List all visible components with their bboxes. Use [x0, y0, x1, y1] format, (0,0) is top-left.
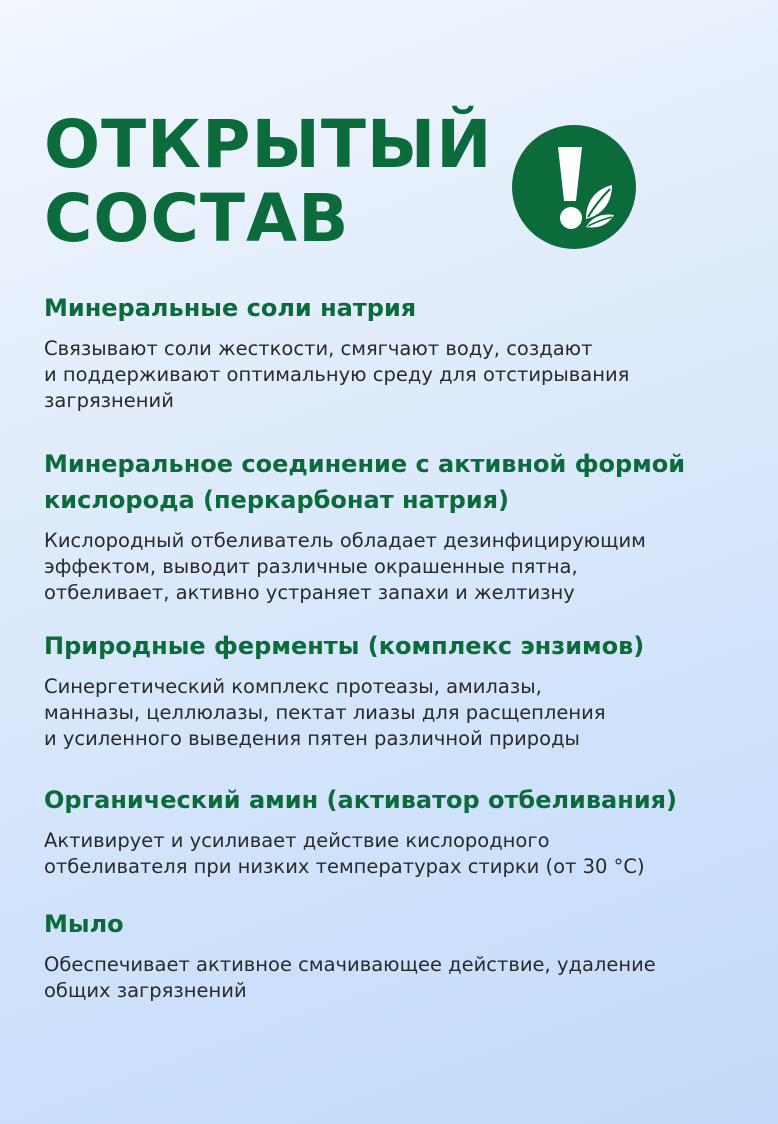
ingredient-section — [44, 906, 656, 1004]
ingredient-description: Обеспечивает активное смачивающее действие, удаление общих загрязнений — [44, 953, 656, 1002]
ingredient-heading: Органический амин (активатор отбеливания) — [44, 786, 678, 814]
ingredient-section — [44, 782, 677, 880]
ingredient-description: Кислородный отбеливатель обладает дезинфицирующим эффектом, выводит различные окрашенные пятна, отбеливает, активно устраняет запахи и желтизну — [44, 529, 646, 604]
ingredient-heading: Минеральное соединение с активной формой кислорода (перкарбонат натрия) — [44, 450, 686, 514]
title-line-2: СОСТАВ — [44, 180, 350, 257]
ingredient-heading: Природные ферменты (комплекс энзимов) — [44, 632, 645, 660]
ingredient-description: Активирует и усиливает действие кислородного отбеливателя при низких температурах стирки (от 30 °С) — [44, 829, 645, 878]
ingredient-description: Синергетический комплекс протеазы, амилазы, манназы, целлюлазы, пектат лиазы для расщепления и усиленного выведения пятен различной природы — [44, 675, 606, 750]
title-line-1: ОТКРЫТЫЙ — [44, 106, 493, 183]
ingredient-section — [44, 628, 644, 752]
exclamation-leaf-icon — [512, 125, 636, 249]
page-title — [44, 108, 492, 256]
ingredient-heading: Мыло — [44, 910, 124, 938]
ingredient-section — [44, 446, 685, 606]
ingredient-section — [44, 290, 629, 414]
ingredient-description: Связывают соли жесткости, смягчают воду, создают и поддерживают оптимальную среду для отстирывания загрязнений — [44, 337, 630, 412]
ingredient-heading: Минеральные соли натрия — [44, 294, 417, 322]
